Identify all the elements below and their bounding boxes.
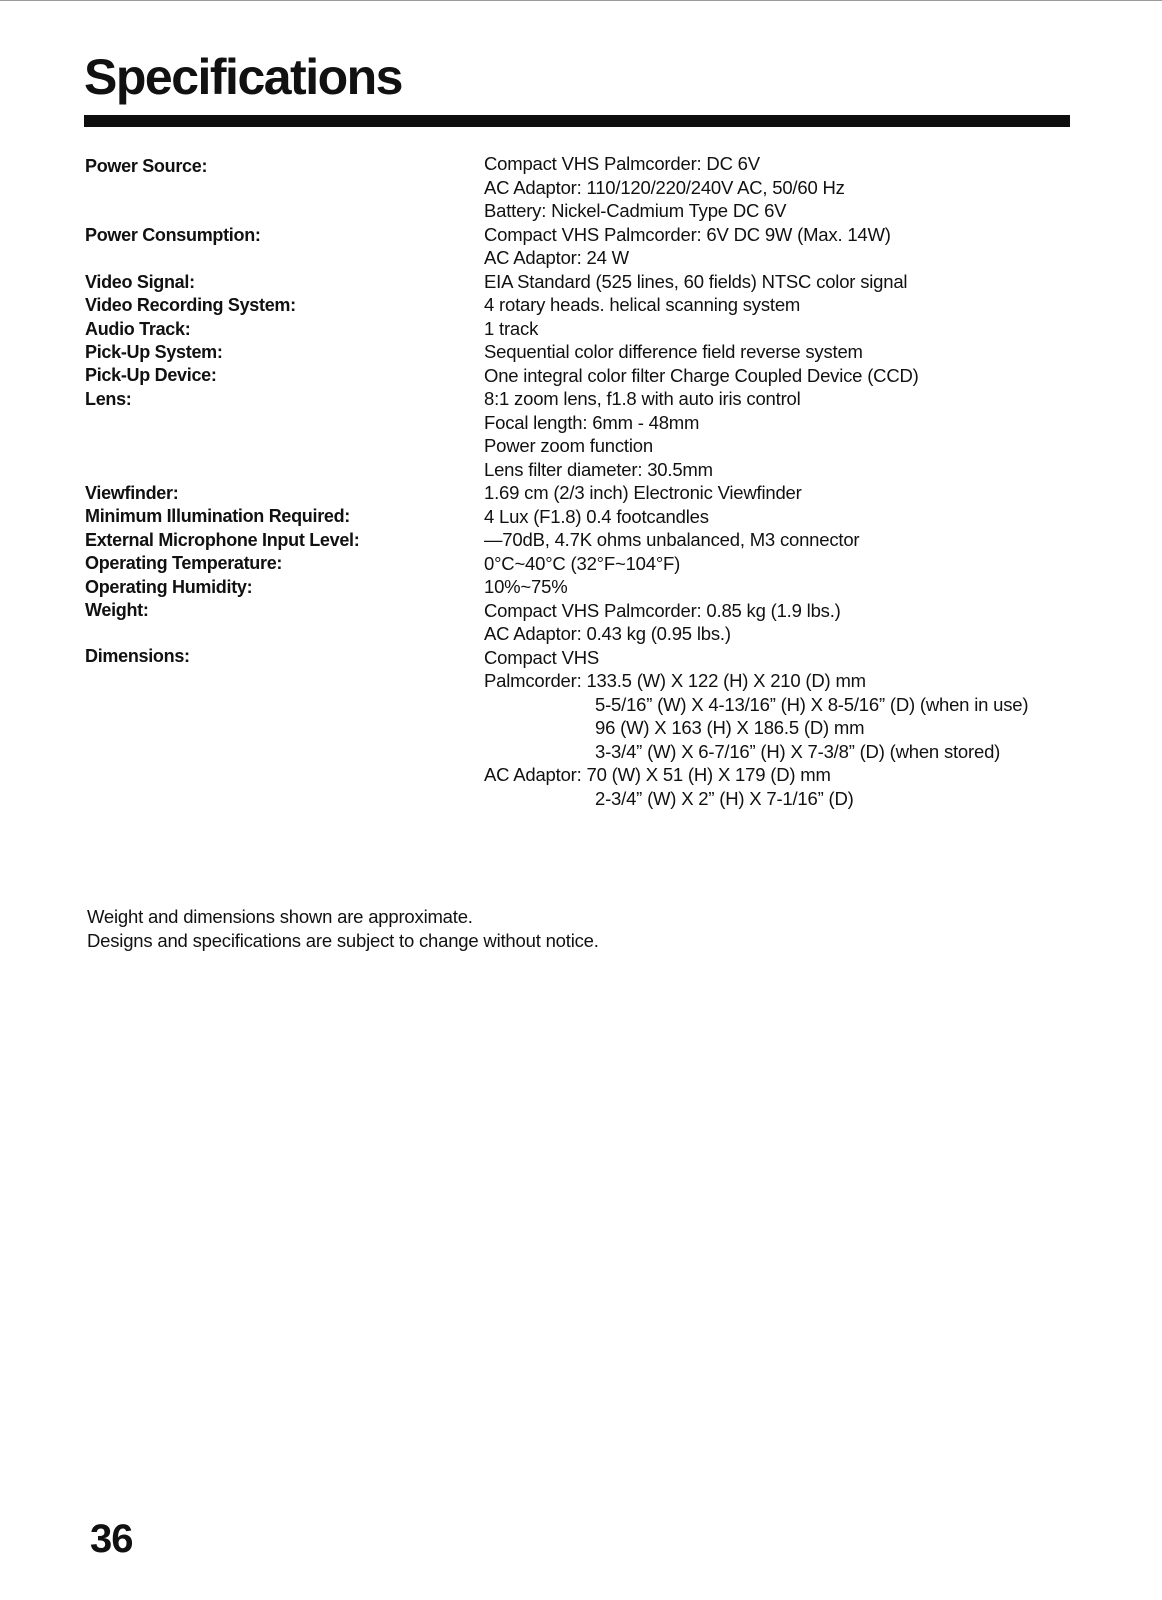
spec-value: Focal length: 6mm - 48mm: [484, 411, 700, 433]
spec-label-operating-humidity: Operating Humidity:: [85, 577, 253, 597]
spec-label-weight: Weight:: [85, 600, 149, 620]
spec-label-power-consumption: Power Consumption:: [85, 225, 261, 245]
top-border: [0, 0, 1162, 1]
footnotes: [87, 905, 599, 952]
page-title: Specifications: [84, 49, 402, 105]
spec-value: Compact VHS Palmcorder: 0.85 kg (1.9 lbs.): [484, 599, 841, 621]
spec-value: Sequential color difference field reverse system: [484, 341, 863, 362]
spec-value: 1.69 cm (2/3 inch) Electronic Viewfinder: [484, 482, 802, 503]
spec-label-video-signal: Video Signal:: [85, 272, 195, 292]
spec-value: Power zoom function: [484, 435, 653, 456]
spec-label-pickup-device: Pick-Up Device:: [85, 365, 217, 385]
title-underline-bar: [84, 115, 1070, 127]
footnote: Weight and dimensions shown are approximate.: [87, 906, 473, 927]
spec-value: 0°C~40°C (32°F~104°F): [484, 552, 681, 574]
spec-value: 4 Lux (F1.8) 0.4 footcandles: [484, 505, 709, 527]
spec-value: Compact VHS Palmcorder: DC 6V: [484, 153, 760, 174]
spec-value: Lens filter diameter: 30.5mm: [484, 458, 713, 480]
spec-label-viewfinder: Viewfinder:: [85, 483, 179, 503]
spec-value: 8:1 zoom lens, f1.8 with auto iris control: [484, 388, 801, 409]
spec-value: AC Adaptor: 0.43 kg (0.95 lbs.): [484, 623, 731, 644]
spec-label-dimensions: Dimensions:: [85, 646, 190, 666]
spec-value: One integral color filter Charge Coupled Device (CCD): [484, 364, 919, 386]
spec-value: AC Adaptor: 110/120/220/240V AC, 50/60 Hz: [484, 176, 845, 198]
spec-value: Battery: Nickel-Cadmium Type DC 6V: [484, 200, 787, 221]
spec-value: —70dB, 4.7K ohms unbalanced, M3 connector: [484, 529, 860, 550]
spec-value: AC Adaptor: 24 W: [484, 247, 629, 268]
spec-label-operating-temperature: Operating Temperature:: [85, 553, 283, 573]
spec-value: 5-5/16” (W) X 4-13/16” (H) X 8-5/16” (D) (when in use): [595, 693, 1029, 715]
spec-label-audio-track: Audio Track:: [85, 319, 191, 339]
spec-label-power-source: Power Source:: [85, 156, 208, 176]
spec-label-lens: Lens:: [85, 389, 132, 409]
spec-label-ext-mic-level: External Microphone Input Level:: [85, 530, 360, 550]
spec-label-pickup-system: Pick-Up System:: [85, 342, 223, 362]
spec-label-min-illumination: Minimum Illumination Required:: [85, 506, 350, 526]
spec-value: EIA Standard (525 lines, 60 fields) NTSC color signal: [484, 270, 908, 292]
spec-value: Compact VHS Palmcorder: 6V DC 9W (Max. 14W): [484, 223, 891, 245]
footnote: Designs and specifications are subject to change without notice.: [87, 929, 599, 951]
spec-label-video-recording-system: Video Recording System:: [85, 295, 296, 315]
spec-value: Compact VHS: [484, 646, 600, 668]
spec-value: 2-3/4” (W) X 2” (H) X 7-1/16” (D): [595, 787, 854, 809]
spec-value: 4 rotary heads. helical scanning system: [484, 294, 801, 315]
spec-value: 96 (W) X 163 (H) X 186.5 (D) mm: [595, 717, 865, 738]
spec-value: 1 track: [484, 317, 539, 339]
page-number: 36: [90, 1517, 133, 1561]
spec-value: Palmcorder: 133.5 (W) X 122 (H) X 210 (D) mm: [484, 670, 866, 691]
spec-value: AC Adaptor: 70 (W) X 51 (H) X 179 (D) mm: [484, 764, 831, 785]
spec-value: 10%~75%: [484, 576, 568, 597]
spec-value: 3-3/4” (W) X 6-7/16” (H) X 7-3/8” (D) (when stored): [595, 740, 1001, 762]
